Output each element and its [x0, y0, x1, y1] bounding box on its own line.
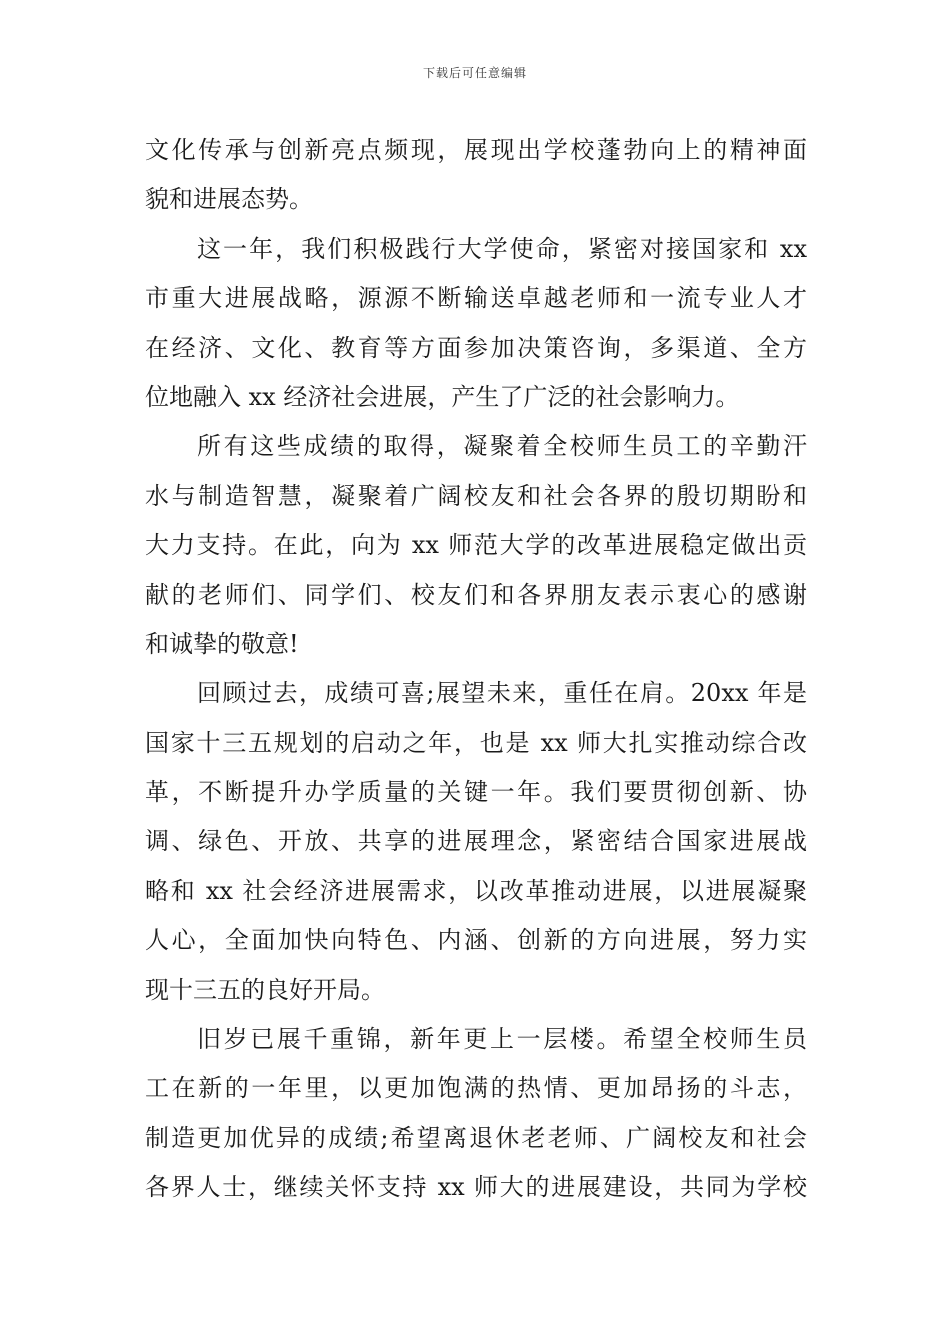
text-line: 献的老师们、同学们、校友们和各界朋友表示衷心的感谢	[145, 580, 807, 609]
text-line: 人心，全面加快向特色、内涵、创新的方向进展，努力实	[145, 926, 807, 955]
text-line: 文化传承与创新亮点频现，展现出学校蓬勃向上的精神面	[145, 136, 807, 164]
text-line: 制造更加优异的成绩;希望离退休老老师、广阔校友和社会	[145, 1123, 807, 1152]
text-line: 旧岁已展千重锦，新年更上一层楼。希望全校师生员	[197, 1025, 807, 1054]
text-line: 所有这些成绩的取得，凝聚着全校师生员工的辛勤汗	[197, 432, 807, 461]
text-line: 略和 xx 社会经济进展需求，以改革推动进展，以进展凝聚	[145, 876, 807, 905]
text-line: 国家十三五规划的启动之年，也是 xx 师大扎实推动综合改	[145, 728, 807, 757]
text-line: 工在新的一年里，以更加饱满的热情、更加昂扬的斗志，	[145, 1074, 807, 1103]
page-header-note: 下载后可任意编辑	[422, 66, 527, 80]
text-line: 位地融入 xx 经济社会进展，产生了广泛的社会影响力。	[145, 382, 740, 411]
text-line: 在经济、文化、教育等方面参加决策咨询，多渠道、全方	[145, 333, 807, 362]
text-line: 市重大进展战略，源源不断输送卓越老师和一流专业人才	[145, 284, 807, 313]
text-line: 各界人士，继续关怀支持 xx 师大的进展建设，共同为学校	[145, 1173, 807, 1202]
document-body	[145, 126, 807, 1213]
text-line: 革，不断提升办学质量的关键一年。我们要贯彻创新、协	[145, 778, 807, 807]
text-line: 大力支持。在此，向为 xx 师范大学的改革进展稳定做出贡	[145, 531, 807, 560]
text-line: 水与制造智慧，凝聚着广阔校友和社会各界的殷切期盼和	[145, 481, 807, 510]
text-line: 回顾过去，成绩可喜;展望未来，重任在肩。20xx 年是	[197, 679, 807, 708]
text-line: 貌和进展态势。	[145, 185, 313, 214]
text-line: 调、绿色、开放、共享的进展理念，紧密结合国家进展战	[145, 827, 807, 856]
text-line: 和诚挚的敬意!	[145, 629, 299, 658]
text-line: 这一年，我们积极践行大学使命，紧密对接国家和 xx	[197, 234, 807, 263]
text-line: 现十三五的良好开局。	[145, 975, 385, 1004]
